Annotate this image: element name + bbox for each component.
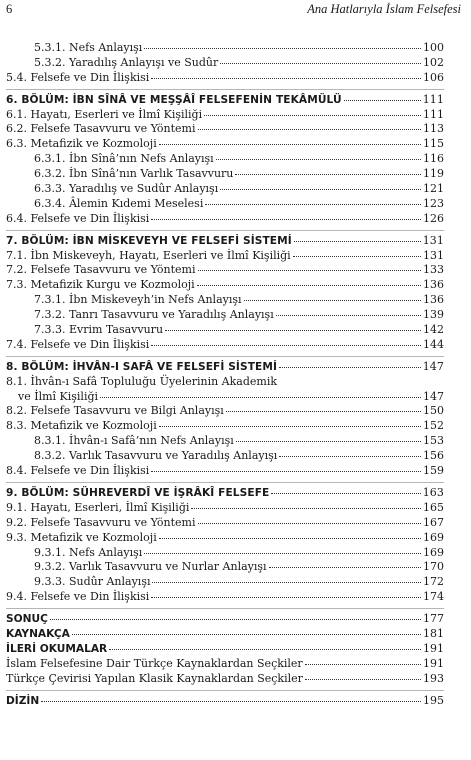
toc-item[interactable] (6, 464, 444, 479)
dot-leader (216, 158, 421, 160)
toc-item-title: 9.3.3. Sudûr Anlayışı (34, 575, 151, 589)
toc-item[interactable] (6, 263, 444, 278)
toc-item-title: 7.4. Felsefe ve Din İlişkisi (6, 337, 150, 351)
toc-item-page: 191 (423, 641, 444, 655)
dot-leader (197, 284, 421, 286)
toc-item-title: 7. BÖLÜM: İBN MİSKEVEYH VE FELSEFİ SİSTEMİ (6, 234, 292, 247)
toc-item-title: 8. BÖLÜM: İHVÂN-I SAFÂ VE FELSEFİ SİSTEMİ (6, 360, 278, 373)
toc-item[interactable] (6, 108, 444, 123)
toc-chapter-heading[interactable] (6, 93, 444, 108)
toc-item[interactable] (6, 516, 444, 531)
toc-backmatter-item[interactable] (6, 612, 444, 627)
toc-item[interactable] (6, 197, 444, 212)
toc-item-title: 6.3.2. İbn Sînâ’nın Varlık Tasavvuru (34, 167, 234, 181)
toc-item-title: 6.3.4. Âlemin Kıdemi Meselesi (34, 196, 204, 210)
toc-item-page: 102 (423, 55, 444, 69)
toc-item[interactable] (6, 449, 444, 464)
toc-item-page: 126 (423, 211, 444, 225)
section-divider (6, 690, 444, 691)
toc-item-page: 177 (423, 612, 444, 626)
toc-item-title: 6.2. Felsefe Tasavvuru ve Yöntemi (6, 122, 196, 136)
dot-leader (293, 255, 421, 257)
toc-item-title: 7.3.3. Evrim Tasavvuru (34, 323, 164, 337)
toc-item[interactable] (6, 404, 444, 419)
toc-item-title: 9.4. Felsefe ve Din İlişkisi (6, 590, 150, 604)
book-title: Ana Hatlarıyla İslam Felsefesi (307, 2, 461, 16)
toc-item-title: 6.3. Metafizik ve Kozmoloji (6, 137, 157, 151)
toc-item-page: 121 (423, 182, 444, 196)
toc-item[interactable] (6, 390, 444, 405)
toc-item[interactable] (6, 434, 444, 449)
dot-leader (279, 455, 421, 457)
toc-item-page: 170 (423, 560, 444, 574)
dot-leader (198, 269, 422, 271)
toc-item-title: 7.3. Metafizik Kurgu ve Kozmoloji (6, 278, 195, 292)
dot-leader (244, 299, 421, 301)
toc-item-page: 142 (423, 323, 444, 337)
toc-item-page: 116 (423, 152, 444, 166)
dot-leader (109, 648, 421, 650)
toc-item[interactable] (6, 375, 444, 390)
table-of-contents (6, 41, 444, 708)
toc-item[interactable] (6, 212, 444, 227)
toc-item[interactable] (6, 293, 444, 308)
toc-item-page: 147 (423, 389, 444, 403)
toc-item-title: 6.1. Hayatı, Eserleri ve İlmî Kişiliği (6, 107, 203, 121)
dot-leader (235, 173, 421, 175)
dot-leader (159, 537, 421, 539)
dot-leader (144, 47, 421, 49)
dot-leader (50, 618, 421, 620)
toc-item-title: 7.2. Felsefe Tasavvuru ve Yöntemi (6, 263, 196, 277)
dot-leader (276, 314, 421, 316)
toc-item-title: 7.3.2. Tanrı Tasavvuru ve Yaradılış Anlayışı (34, 308, 274, 322)
toc-item-page: 174 (423, 590, 444, 604)
page-number: 6 (6, 2, 13, 16)
toc-item-page: 131 (422, 233, 444, 247)
toc-item-page: 159 (423, 464, 444, 478)
toc-item-title: 6.3.1. İbn Sînâ’nın Nefs Anlayışı (34, 152, 214, 166)
toc-item[interactable] (6, 672, 444, 687)
toc-item[interactable] (6, 167, 444, 182)
toc-item[interactable] (6, 137, 444, 152)
dot-leader (165, 329, 421, 331)
toc-item[interactable] (6, 152, 444, 167)
toc-item-title: 7.1. İbn Miskeveyh, Hayatı, Eserleri ve İlmî Kişiliği (6, 248, 291, 262)
toc-item-title: İslam Felsefesine Dair Türkçe Kaynaklardan Seçkiler (6, 656, 303, 670)
toc-item[interactable] (6, 501, 444, 516)
toc-item-title: 8.3.2. Varlık Tasavvuru ve Yaradılış Anlayışı (34, 449, 278, 463)
toc-item-page: 111 (422, 92, 444, 106)
dot-leader (144, 552, 421, 554)
toc-item-page: 169 (423, 545, 444, 559)
toc-item-page: 152 (423, 419, 444, 433)
dot-leader (151, 218, 421, 220)
toc-item-page: 165 (423, 500, 444, 514)
toc-item-page: 131 (423, 248, 444, 262)
toc-item-page: 123 (423, 196, 444, 210)
toc-item-page: 133 (423, 263, 444, 277)
dot-leader (152, 581, 421, 583)
dot-leader (198, 522, 422, 524)
section-divider (6, 230, 444, 231)
toc-item-page: 119 (423, 167, 444, 181)
toc-item[interactable] (6, 575, 444, 590)
dot-leader (269, 566, 421, 568)
toc-item-page: 172 (423, 575, 444, 589)
dot-leader (271, 492, 420, 494)
toc-item-title: 9.3.2. Varlık Tasavvuru ve Nurlar Anlayışı (34, 560, 267, 574)
toc-item-title: 6.3.3. Yaradılış ve Sudûr Anlayışı (34, 182, 219, 196)
dot-leader (305, 678, 421, 680)
dot-leader (100, 396, 421, 398)
toc-item[interactable] (6, 182, 444, 197)
toc-item[interactable] (6, 546, 444, 561)
toc-item[interactable] (6, 278, 444, 293)
toc-item-page: 139 (423, 308, 444, 322)
toc-item-page: 115 (423, 137, 444, 151)
section-divider (6, 356, 444, 357)
toc-item-title: ve İlmî Kişiliği (18, 389, 99, 403)
dot-leader (191, 507, 421, 509)
toc-item-page: 113 (423, 122, 444, 136)
toc-item-page: 147 (422, 359, 444, 373)
toc-item-title: KAYNAKÇA (6, 627, 70, 640)
toc-item-page: 163 (422, 485, 444, 499)
toc-item-title: 8.3.1. İhvân-ı Safâ’nın Nefs Anlayışı (34, 434, 234, 448)
toc-item-title: 9.1. Hayatı, Eserleri, İlmî Kişiliği (6, 500, 190, 514)
toc-item[interactable] (6, 531, 444, 546)
toc-item-page: 100 (423, 41, 444, 54)
dot-leader (151, 344, 421, 346)
dot-leader (220, 188, 421, 190)
toc-item-title: 9.2. Felsefe Tasavvuru ve Yöntemi (6, 515, 196, 529)
toc-chapter-heading[interactable] (6, 486, 444, 501)
toc-item-page: 167 (423, 515, 444, 529)
dot-leader (344, 99, 421, 101)
toc-item-title: İLERİ OKUMALAR (6, 642, 108, 655)
toc-chapter-heading[interactable] (6, 234, 444, 249)
toc-item-page: 144 (423, 337, 444, 351)
toc-backmatter-item[interactable] (6, 642, 444, 657)
toc-backmatter-item[interactable] (6, 694, 444, 709)
toc-item-title: 9. BÖLÜM: SÜHREVERDÎ VE İŞRÂKÎ FELSEFE (6, 486, 270, 499)
toc-item-page: 156 (423, 449, 444, 463)
toc-item-title: 8.2. Felsefe Tasavvuru ve Bilgi Anlayışı (6, 404, 224, 418)
toc-item-page: 106 (423, 70, 444, 84)
toc-item-page: 136 (423, 293, 444, 307)
toc-item[interactable] (6, 249, 444, 264)
toc-chapter-heading[interactable] (6, 360, 444, 375)
toc-item[interactable] (6, 560, 444, 575)
toc-item-page: 136 (423, 278, 444, 292)
dot-leader (151, 596, 421, 598)
toc-item-title: DİZİN (6, 694, 40, 707)
dot-leader (159, 143, 421, 145)
dot-leader (220, 62, 421, 64)
dot-leader (151, 77, 421, 79)
toc-item[interactable] (6, 657, 444, 672)
toc-item[interactable] (6, 323, 444, 338)
toc-item-title: 7.3.1. İbn Miskeveyh’in Nefs Anlayışı (34, 293, 242, 307)
dot-leader (204, 114, 421, 116)
running-header (6, 2, 461, 20)
toc-item-title: 8.3. Metafizik ve Kozmoloji (6, 419, 157, 433)
toc-item[interactable] (6, 122, 444, 137)
dot-leader (198, 128, 422, 130)
dot-leader (41, 700, 421, 702)
toc-item-page: 193 (423, 671, 444, 685)
section-divider (6, 89, 444, 90)
dot-leader (72, 633, 421, 635)
toc-item[interactable] (6, 419, 444, 434)
toc-item-title: 9.3.1. Nefs Anlayışı (34, 545, 143, 559)
toc-item-title: SONUÇ (6, 613, 48, 626)
toc-item-page: 153 (423, 434, 444, 448)
toc-item-page: 181 (423, 626, 444, 640)
toc-item[interactable] (6, 308, 444, 323)
dot-leader (226, 410, 421, 412)
toc-item-title: 5.3.1. Nefs Anlayışı (34, 41, 143, 54)
toc-item[interactable] (6, 56, 444, 71)
toc-item-title: 8.4. Felsefe ve Din İlişkisi (6, 464, 150, 478)
toc-item-title: 5.4. Felsefe ve Din İlişkisi (6, 70, 150, 84)
dot-leader (236, 440, 421, 442)
toc-item[interactable] (6, 41, 444, 56)
dot-leader (159, 425, 421, 427)
toc-item-page: 191 (423, 656, 444, 670)
toc-item-page: 150 (423, 404, 444, 418)
toc-item[interactable] (6, 338, 444, 353)
toc-item-title: 6.4. Felsefe ve Din İlişkisi (6, 211, 150, 225)
dot-leader (279, 366, 421, 368)
toc-item-title: 6. BÖLÜM: İBN SÎNÂ VE MEŞŞÂÎ FELSEFENİN TEKÂMÜLÜ (6, 93, 342, 106)
toc-item-title: 9.3. Metafizik ve Kozmoloji (6, 530, 157, 544)
section-divider (6, 482, 444, 483)
toc-item[interactable] (6, 590, 444, 605)
toc-backmatter-item[interactable] (6, 627, 444, 642)
dot-leader (294, 240, 421, 242)
dot-leader (151, 470, 421, 472)
toc-item[interactable] (6, 71, 444, 86)
toc-item-title: 8.1. İhvân-ı Safâ Topluluğu Üyelerinin Akademik (6, 374, 278, 388)
toc-item-page: 195 (423, 693, 444, 707)
toc-item-page: 111 (423, 107, 444, 121)
section-divider (6, 608, 444, 609)
toc-item-page: 169 (423, 530, 444, 544)
dot-leader (205, 203, 421, 205)
dot-leader (305, 663, 421, 665)
toc-item-title: Türkçe Çevirisi Yapılan Klasik Kaynaklardan Seçkiler (6, 671, 303, 685)
toc-item-title: 5.3.2. Yaradılış Anlayışı ve Sudûr (34, 55, 219, 69)
